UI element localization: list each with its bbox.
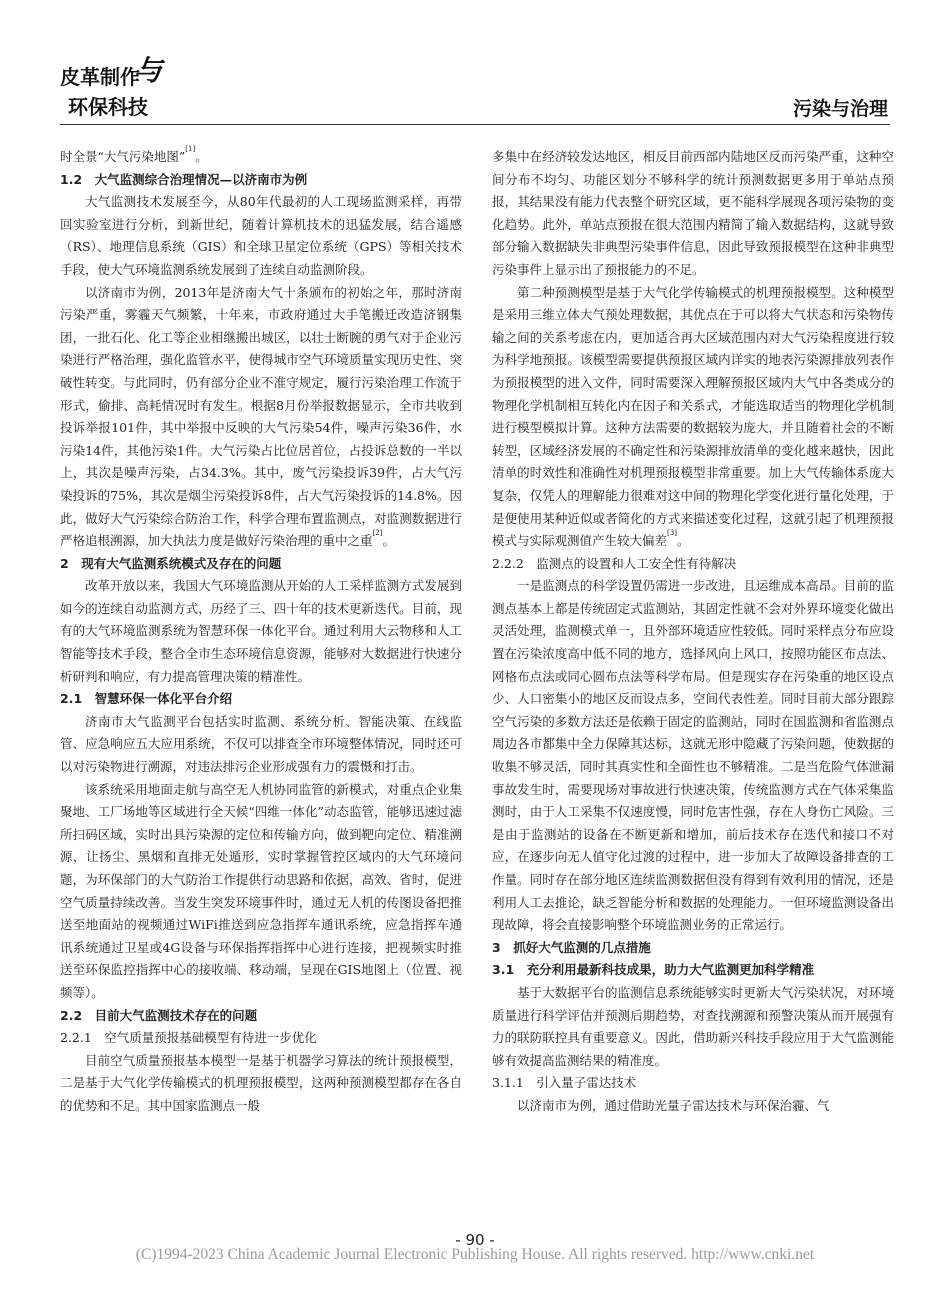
paragraph: 该系统采用地面走航与高空无人机协同监管的新模式，对重点企业集聚地、工厂场地等区域进行全天候“四维一体化”动态监管，能够迅速过滤所扫码区域，实时出具污染源的定位和传输方向，做到靶向定位、精准溯源，让扬尘、黑烟和直排无处遁形，实时掌握管控区域内的大气环境问题，为环保部门的大气防治工作提供行动思路和依据，高效、省时，促进空气质量持续改善。当发生突发环境事件时，通过无人机的传图设备把推送至地面站的视频通过WiFi推送到应急指挥车通讯系统，应急指挥车通讯系统通过卫星或4G设备与环保指挥指挥中心进行连接，把视频实时推送至环保监控指挥中心的接收端、移动端，呈现在GIS地图上（位置、视频等）。 [60, 781, 462, 1000]
subsection-heading: 2.2.2 监测点的设置和人工安全性有待解决 [492, 555, 737, 571]
paragraph: 基于大数据平台的监测信息系统能够实时更新大气污染状况，对环境质量进行科学评估并预测后期趋势，对查找溯源和预警决策从而开展强有力的联防联控具有重要意义。因此，借助新兴科技手段应用于大气监测能够有效提高监测结果的精准度。 [492, 984, 894, 1068]
paragraph: 多集中在经济较发达地区，相反目前西部内陆地区反而污染严重，这种空间分布不均匀、功能区划分不够科学的统计预测数据更多用于单站点预报，其结果没有能力代表整个研究区域，更不能科学展现各项污染物的变化趋势。此外，单站点预报在很大范围内精简了输入数据结构，这就导致部分输入数据缺失非典型污染事件信息，因此导致预报模型在这种非典型污染事件上显示出了预报能力的不足。 [492, 149, 894, 277]
paragraph: 大气监测技术发展至今，从80年代最初的人工现场监测采样，再带回实验室进行分析，到新世纪，随着计算机技术的迅猛发展，结合遥感（RS）、地理信息系统（GIS）和全球卫星定位系统（GPS）等相关技术手段，使大气环境监测系统发展到了连续自动监测阶段。 [60, 194, 462, 277]
right-column [492, 146, 894, 1118]
journal-brand [60, 54, 163, 122]
section-heading: 1.2 大气监测综合治理情况—以济南市为例 [60, 171, 308, 187]
section-heading: 3.1 充分利用最新科技成果，助力大气监测更加科学精准 [492, 962, 815, 978]
header-divider [60, 124, 890, 125]
brand-line-2: 环保科技 [68, 95, 148, 119]
paragraph: 一是监测点的科学设置仍需进一步改进，且运维成本高昂。目前的监测点基本上都是传统固定式监测站，其固定性就不会对外界环境变化做出灵活处理，监测模式单一，且外部环境适应性较低。同时采样点分布应设置在污染浓度高中低不同的地方，选择风向上风口，按照功能区布点法、网格布点法或同心圆布点法等科学布局。但是现实存在污染重的地区设点少、人口密集小的地区反而设点多，空间代表性差。同时目前大部分跟踪空气污染的多数方法还是依赖于固定的监测站，同时在国监测和省监测点周边各市都集中全力保障其达标，这就无形中隐藏了污染问题，使数据的收集不够灵活，同时其真实性和全面性也不够精准。二是当危险气体泄漏事故发生时，需要现场对事故进行快速决策，传统监测方式在气体采集监测时，由于人工采集不仅速度慢，同时危害性强，存在人身伤亡风险。三是由于监测站的设备在不断更新和增加，前后技术存在迭代和接口不对应，在逐步向无人值守化过渡的过程中，进一步加大了故障设备排查的工作量。同时存在部分地区连续监测数据但没有得到有效利用的情况，还是利用人工去推论，缺乏智能分析和数据的处理能力。一但环境监测设备出现故障，将会直接影响整个环境监测业务的正常运行。 [492, 578, 894, 933]
paragraph: 改革开放以来，我国大气环境监测从开始的人工采样监测方式发展到如今的连续自动监测方式，历经了三、四十年的技术更新迭代。目前，现有的大气环境监测系统为智慧环保一体化平台。通过利用大云物移和人工智能等技术手段，整合全市生态环境信息资源，能够对大数据进行快速分析研判和响应，有力提高管理决策的精准性。 [60, 578, 462, 684]
paragraph: 目前空气质量预报基本模型一是基于机器学习算法的统计预报模型，二是基于大气化学传输模式的机理预报模型，这两种预测模型都存在各自的优势和不足。其中国家监测点一般 [60, 1052, 462, 1113]
citation-ref[interactable]: [1] [185, 145, 196, 153]
section-heading: 2.1 智慧环保一体化平台介绍 [60, 691, 233, 707]
paragraph: 以济南市为例，通过借助光量子雷达技术与环保治霾、气 [517, 1097, 830, 1113]
paragraph: 以济南市为例，2013年是济南大气十条颁布的初始之年，那时济南污染严重，雾霾天气频繁，十年来，市政府通过大手笔搬迁改造济钢集团，一批石化、化工等企业相继搬出城区，以壮士断腕的勇气对于企业污染进行严格治理，强化监管水平，使得城市空气环境质量实现历史性、突破性转变。与此同时，仍有部分企业不准守规定，履行污染治理工作流于形式，偷排、高耗情况时有发生。根据8月份举报数据显示，全市共收到投诉举报101件，其中举报中反映的大气污染54件，噪声污染36件，水污染14件，其他污染1件。大气污染占比位居首位，占投诉总数的一半以上，其次是噪声污染，占34.3%。其中，废气污染投诉39件，占大气污染投诉的75%，其次是烟尘污染投诉8件，占大气污染投诉的14.8%。因此，做好大气污染综合防治工作，科学合理布置监测点，对监测数据进行严格追根溯源，加大执法力度是做好污染治理的重中之重[2]。 [60, 284, 462, 549]
subsection-heading: 2.2.1 空气质量预报基础模型有待进一步优化 [60, 1030, 317, 1046]
section-title: 污染与治理 [792, 98, 888, 120]
left-column [60, 146, 462, 1118]
section-heading: 2.2 目前大气监测技术存在的问题 [60, 1007, 258, 1023]
citation-ref[interactable]: [2] [372, 529, 383, 538]
copyright-watermark: (C)1994-2023 China Academic Journal Electronic Publishing House. All rights reserved. http://www.cnki.net [135, 1246, 815, 1263]
section-heading: 3 抓好大气监测的几点措施 [492, 939, 651, 955]
brand-line-1: 皮革制作 [60, 65, 140, 89]
brand-connector: 与 [134, 54, 163, 87]
page-number: - 90 - [455, 1231, 495, 1249]
paragraph: 济南市大气监测平台包括实时监测、系统分析、智能决策、在线监管、应急响应五大应用系统，不仅可以排查全市环境整体情况，同时还可以对污染物进行溯源，对违法排污企业形成强有力的震慑和打击。 [60, 713, 462, 775]
paragraph: 第二种预测模型是基于大气化学传输模式的机理预报模型。这种模型是采用三维立体大气预处理数据，其优点在于可以将大气状态和污染物传输之间的关系考虑在内，更加适合再大区域范围内对大气污染程度进行较为科学地预报。该模型需要提供预报区域内详实的地表污染源排放列表作为预报模型的进入文件，同时需要深入理解预报区域内大气中各类成分的物理化学机制相互转化内在因子和关系式，才能选取适当的物理化学机制进行模型模拟计算。这种方法需要的数据较为庞大，并且随着社会的不断转型，区域经济发展的不确定性和污染源排放清单的变化越来越快，因此清单的时效性和准确性对机理预报模型非常重要。加上大气传输体系庞大复杂，仅凭人的理解能力很难对这中间的物理化学变化进行量化处理，于是便使用某种近似或者简化的方式来描述变化过程，这就引起了机理预报模式与实际观测值产生较大偏差[3]。 [492, 284, 894, 549]
section-heading: 2 现有大气监测系统模式及存在的问题 [60, 555, 282, 571]
paragraph: 时全景“大气污染地图”[1]。 [60, 145, 208, 164]
subsection-heading: 3.1.1 引入量子雷达技术 [492, 1075, 637, 1091]
citation-ref[interactable]: [3] [667, 529, 677, 538]
